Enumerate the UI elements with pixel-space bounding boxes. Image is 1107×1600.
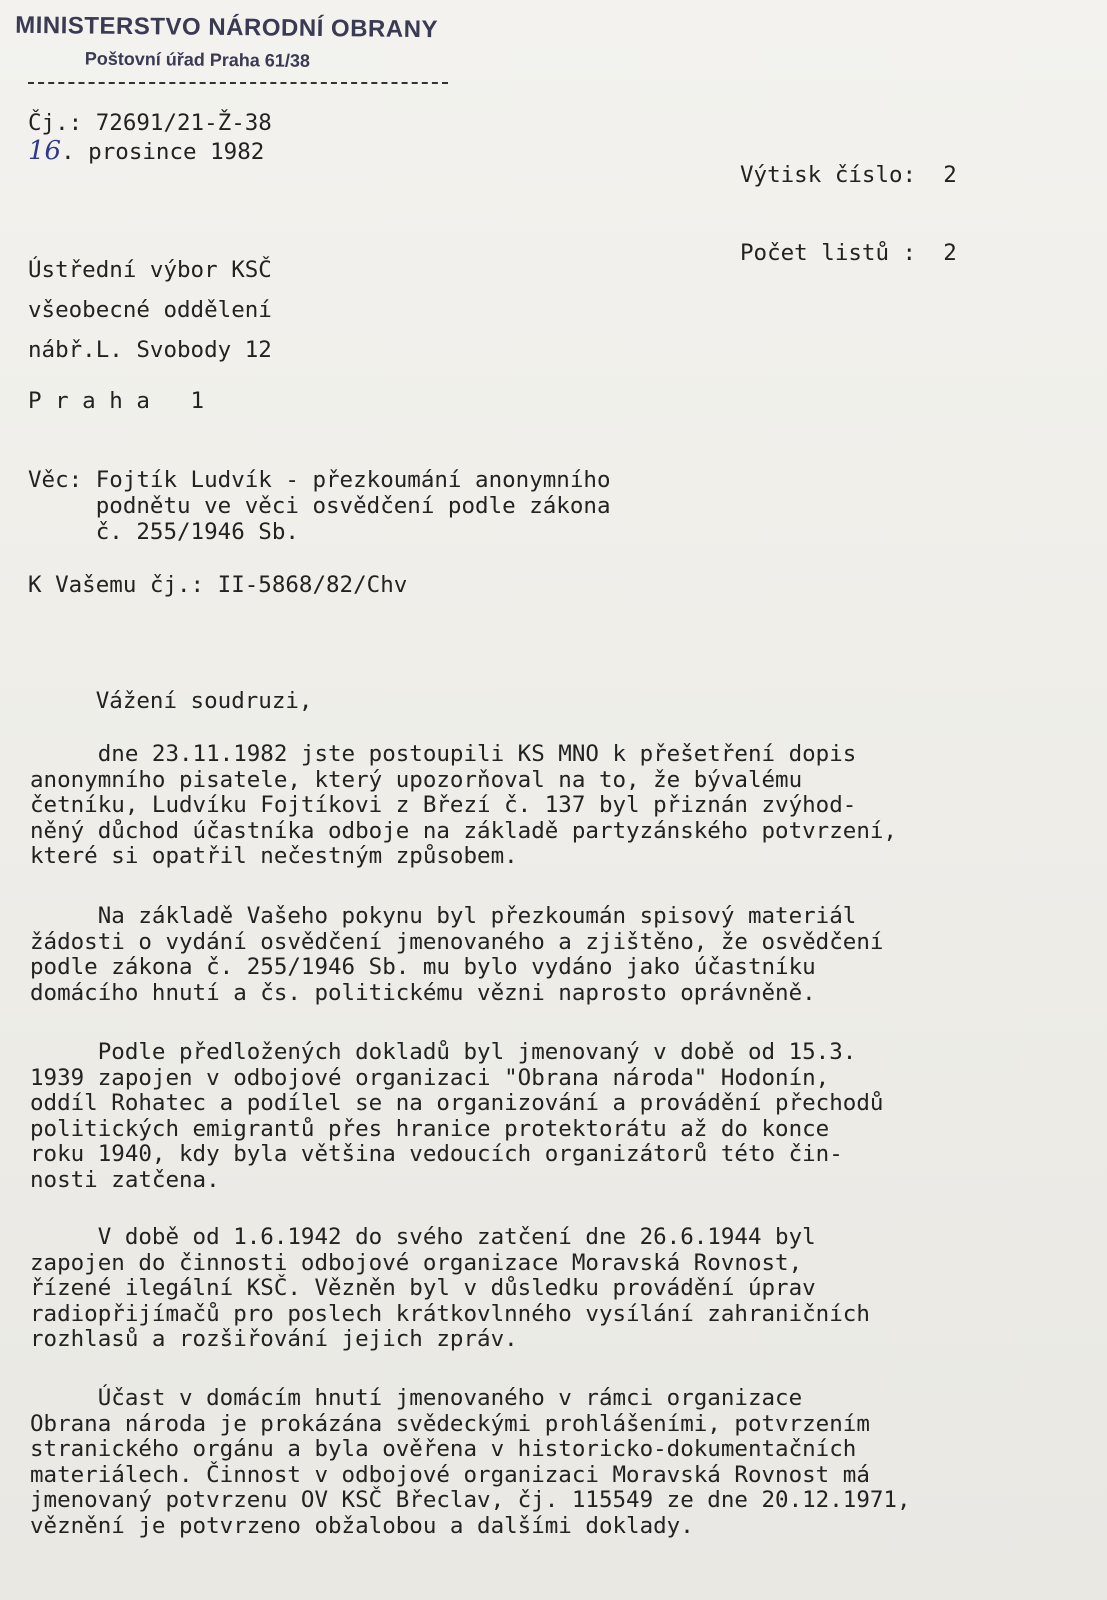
subject-line-1: Věc: Fojtík Ludvík - přezkoumání anonymního [28, 467, 611, 493]
stamp-organization: MINISTERSTVO NÁRODNÍ OBRANY [15, 11, 439, 44]
dashed-divider [28, 82, 448, 84]
recipient-line-1: Ústřední výbor KSČ [28, 257, 272, 283]
recipient-line-3: nábř.L. Svobody 12 [28, 337, 272, 363]
reference-number: Čj.: 72691/21-Ž-38 [28, 110, 272, 136]
ministry-stamp [15, 12, 438, 73]
paragraph-2: Na základě Vašeho pokynu byl přezkoumán spisový materiál žádosti o vydání osvědčení jmenovaného a zjištěno, že osvědčení podle zákona č. 255/1946 Sb. mu bylo vydáno jako účastníku domácího hnutí a čs. politickému vězni naprosto oprávněně. [30, 903, 884, 1006]
paragraph-3: Podle předložených dokladů byl jmenovaný v době od 15.3. 1939 zapojen v odbojové organizaci "Obrana národa" Hodonín, oddíl Rohatec a podílel se na organizování a provádění přechodů politických emigrantů přes hranice protektorátu až do konce roku 1940, kdy byla většina vedoucích organizátorů této čin- nosti zatčena. [30, 1039, 884, 1193]
handwritten-day: 16 [28, 136, 62, 166]
recipient-line-2: všeobecné oddělení [28, 297, 272, 323]
copy-info [740, 110, 957, 318]
paragraph-4: V době od 1.6.1942 do svého zatčení dne 26.6.1944 byl zapojen do činnosti odbojové organizace Moravská Rovnost, řízené ilegální KSČ. Vězněn byl v důsledku provádění úprav radiopřijímačů pro poslech krátkovlnného vysílání zahraničních rozhlasů a rozšiřování jejich zpráv. [30, 1224, 870, 1352]
paragraph-5: Účast v domácím hnutí jmenovaného v rámci organizace Obrana národa je prokázána svědeckými prohlášeními, potvrzením stranického orgánu a byla ověřena v historicko-dokumentačních materiálech. Činnost v odbojové organizaci Moravská Rovnost má jmenovaný potvrzenu OV KSČ Břeclav, čj. 115549 ze dne 20.12.1971, věznění je potvrzeno obžalobou a dalšími doklady. [30, 1385, 911, 1539]
subject-line-3: č. 255/1946 Sb. [28, 519, 299, 545]
copy-number: Výtisk číslo: 2 [740, 162, 957, 188]
your-reference: K Vašemu čj.: II-5868/82/Chv [28, 572, 408, 598]
salutation: Vážení soudruzi, [28, 688, 313, 714]
recipient-city: P r a h a 1 [28, 388, 205, 414]
date-rest: . prosince 1982 [61, 139, 265, 165]
sheet-count: Počet listů : 2 [740, 240, 957, 266]
stamp-post-office: Poštovní úřad Praha 61/38 [84, 48, 311, 71]
paragraph-1: dne 23.11.1982 jste postoupili KS MNO k přešetření dopis anonymního pisatele, který upozorňoval na to, že bývalému četníku, Ludvíku Fojtíkovi z Březí č. 137 byl přiznán zvýhod- něný důchod účastníka odboje na základě partyzánského potvrzení, které si opatřil nečestným způsobem. [30, 741, 897, 869]
subject-line-2: podnětu ve věci osvědčení podle zákona [28, 493, 611, 519]
letter-date [28, 138, 264, 165]
